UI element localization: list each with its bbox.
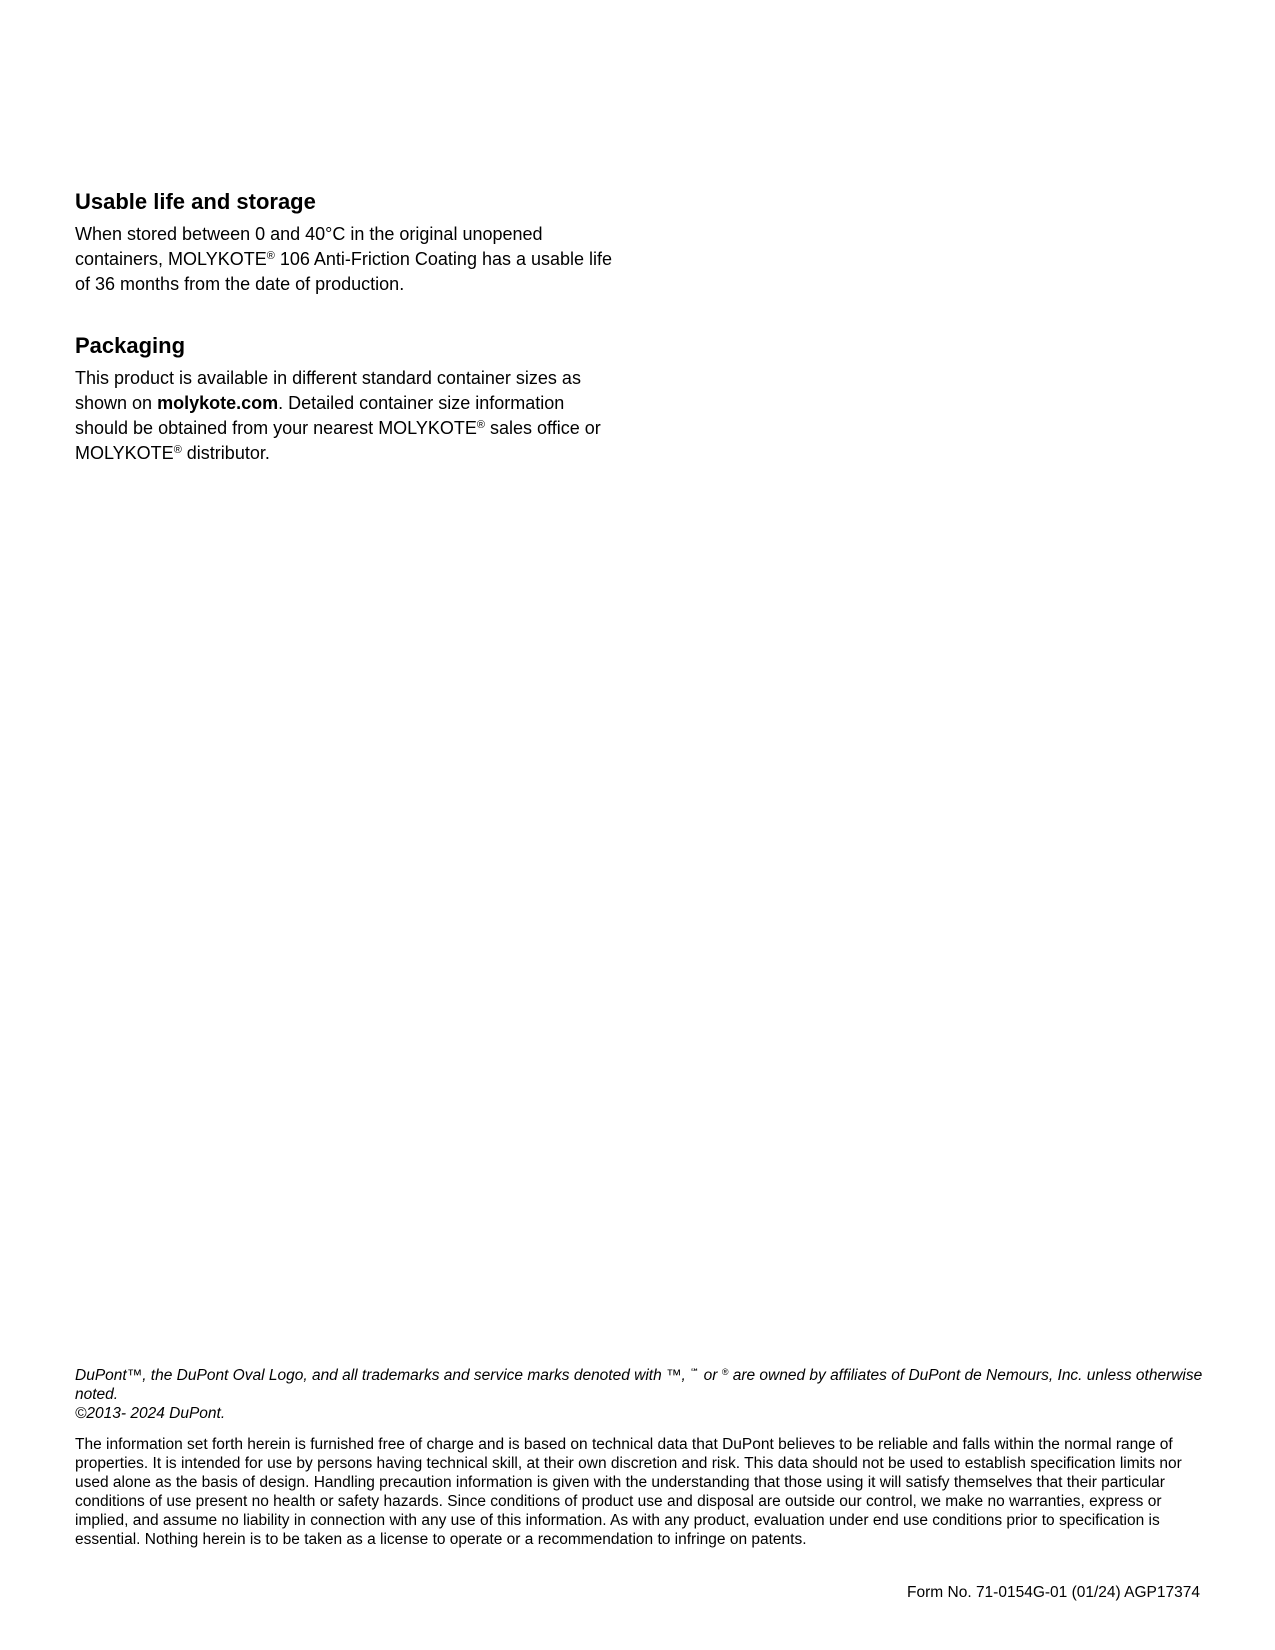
usable-life-text-1: When stored between 0 and 40°C in the original unopened containers, MOLYKOTE <box>75 224 543 269</box>
packaging-text-4: distributor. <box>181 443 270 463</box>
service-mark: ℠ <box>690 1367 700 1377</box>
molykote-link[interactable]: molykote.com <box>157 393 279 413</box>
disclaimer-text: The information set forth herein is furnished free of charge and is based on technical data that DuPont believes to be reliable and falls within the normal range of properties. It is intended for use by persons having technical skill, at their own discretion and risk. This data should not be used to establish specification limits nor used alone as the basis of design. Handling precaution information is given with the understanding that those using it will satisfy themselves that their particular conditions of use present no health or safety hazards. Since conditions of product use and disposal are outside our control, we make no warranties, express or implied, and assume no liability in connection with any use of this information. As with any product, evaluation under end use conditions prior to specification is essential. Nothing herein is to be taken as a license to operate or a recommendation to infringe on patents. <box>75 1436 1182 1548</box>
copyright-notice: ©2013- 2024 DuPont. <box>75 1405 226 1422</box>
packaging-text-3: sales office or MOLYKOTE <box>75 418 601 463</box>
registered-mark: ® <box>266 250 275 262</box>
trademark-text-2: or <box>699 1367 722 1384</box>
trademark-text-1: DuPont™, the DuPont Oval Logo, and all trademarks and service marks denoted with ™, <box>75 1367 691 1384</box>
packaging-text-2: . Detailed container size information should be obtained from your nearest MOLYKOTE <box>75 393 565 438</box>
trademark-text-3: are owned by affiliates of DuPont de Nemours, Inc. unless otherwise noted. <box>75 1367 1203 1403</box>
packaging-text-1: This product is available in different standard container sizes as shown on <box>75 368 581 413</box>
packaging-heading: Packaging <box>75 333 186 358</box>
registered-mark: ® <box>173 444 182 456</box>
registered-mark: ® <box>476 419 485 431</box>
registered-mark: ® <box>721 1367 729 1377</box>
usable-life-heading: Usable life and storage <box>75 189 316 214</box>
form-number: Form No. 71-0154G-01 (01/24) AGP17374 <box>907 1584 1200 1601</box>
usable-life-text-2: 106 Anti-Friction Coating has a usable life of 36 months from the date of production. <box>75 249 613 294</box>
usable-life-paragraph <box>75 222 615 297</box>
trademark-notice <box>75 1366 1205 1404</box>
usable-life-section <box>75 188 615 297</box>
packaging-section <box>75 332 615 466</box>
packaging-paragraph <box>75 366 615 466</box>
